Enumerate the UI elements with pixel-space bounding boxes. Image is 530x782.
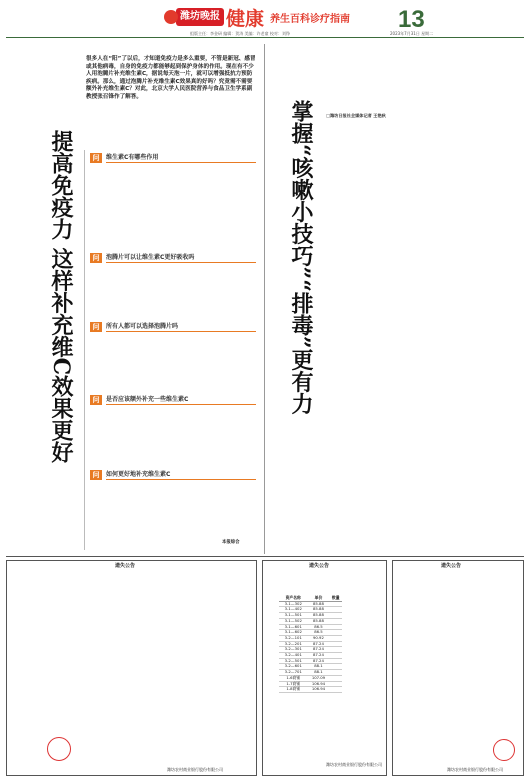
table-row — [279, 687, 342, 693]
notice-body-text — [461, 570, 523, 766]
table-cell: 87.24 — [307, 647, 329, 653]
table-cell: 3-2—501 — [279, 658, 307, 664]
article-body-text — [326, 123, 416, 543]
section-underline — [106, 162, 256, 163]
notice-body-text — [9, 570, 91, 766]
table-cell: 3-1—302 — [279, 601, 307, 607]
section-heading — [90, 253, 258, 263]
masthead-name: 潍坊晚报 — [180, 11, 220, 22]
table-cell: 88.1 — [307, 664, 329, 670]
masthead — [0, 0, 530, 36]
logo-circle-icon — [164, 10, 178, 24]
left-article-headline: 提高免疫力 这样补充维C效果更好 — [48, 130, 74, 464]
section-heading — [90, 470, 258, 480]
question-tag: 问 — [90, 322, 102, 332]
article-lead: 很多人在“阳”了以后，才知道免疫力是多么重要，不管是新冠、感冒或其他病毒，自身的免疫力都能够起到保护身体的作用。现在有不少人用泡腾片补充维生素C，据说每天泡一片，就可以增强抵抗力预防疾病。那么，通过泡腾片补充维生素C效果真的好吗？究竟需不需要额外补充维生素C？对此，北京大学人民医院营养与食品卫生学系副教授张召锋作了解答。 — [86, 56, 256, 100]
issue-date: 2023年7月31日 星期二 — [390, 31, 434, 36]
notice-body-text — [177, 570, 255, 766]
article-source: 本报综合 — [222, 540, 240, 545]
table-cell: 3-2—201 — [279, 641, 307, 647]
table-cell: 85.88 — [307, 601, 329, 607]
notice-company: 潍坊农村商业银行股份有限公司 — [447, 767, 503, 772]
question-tag: 问 — [90, 253, 102, 263]
article-body-text — [90, 268, 258, 318]
table-cell: 1-8商铺 — [279, 687, 307, 693]
table-cell: 87.24 — [307, 653, 329, 659]
table-cell: 3-2—601 — [279, 664, 307, 670]
table-cell: 106.94 — [307, 687, 329, 693]
table-cell: 3-2—701 — [279, 670, 307, 676]
section-heading — [90, 153, 258, 163]
section-heading-text: 所有人都可以选择泡腾片吗 — [106, 323, 179, 330]
section-heading-text: 泡腾片可以让维生素C更好吸收吗 — [106, 254, 195, 261]
table-cell: 90.92 — [307, 635, 329, 641]
section-underline — [106, 479, 256, 480]
article-body-text — [90, 167, 258, 251]
notice-title: 遗失公告 — [115, 563, 136, 569]
table-cell: 3-1—402 — [279, 607, 307, 613]
notice-body-text — [95, 570, 173, 766]
table-cell: 3-2—301 — [279, 647, 307, 653]
article-body-text — [90, 337, 258, 393]
notice-body-text — [395, 570, 457, 766]
table-cell: 1-7商铺 — [279, 681, 307, 687]
table-header: 数量 — [329, 596, 342, 601]
table-cell: 85.88 — [307, 618, 329, 624]
notice-body-text — [265, 570, 385, 596]
newspaper-logo — [176, 8, 224, 26]
section-underline — [106, 404, 256, 405]
section-subtitle: 养生百科诊疗指南 — [270, 14, 350, 25]
ad-notice-box — [392, 560, 524, 776]
notice-company: 潍坊农村商业银行股份有限公司 — [326, 762, 382, 767]
table-cell: 86.5 — [307, 624, 329, 630]
table-cell: 87.24 — [307, 641, 329, 647]
notice-title: 遗失公告 — [309, 563, 330, 569]
editor-credits: 组版主任：李金研 编辑：贺涛 美编：许老童 校对：刘铮 — [190, 31, 290, 36]
section-heading-text: 是否应该额外补充一些维生素C — [106, 396, 189, 403]
column-divider — [264, 44, 265, 554]
section-title: 健康 — [226, 8, 265, 30]
table-cell — [329, 687, 342, 693]
section-heading-text: 维生素C有哪些作用 — [106, 154, 159, 161]
table-cell: 86.5 — [307, 630, 329, 636]
company-seal — [493, 739, 515, 761]
table-cell: 85.88 — [307, 607, 329, 613]
article-byline: □潍坊日报社全媒体记者 王艳秋 — [326, 113, 386, 118]
table-cell: 107.09 — [307, 675, 329, 681]
question-tag: 问 — [90, 153, 102, 163]
ads-divider — [6, 556, 524, 557]
section-heading — [90, 322, 258, 332]
table-cell: 106.94 — [307, 681, 329, 687]
notice-title: 遗失公告 — [441, 563, 462, 569]
table-cell: 3-1—502 — [279, 618, 307, 624]
question-tag: 问 — [90, 470, 102, 480]
section-underline — [106, 262, 256, 263]
article-body-text — [424, 123, 516, 543]
column-divider — [84, 150, 85, 550]
table-cell: 3-1—602 — [279, 630, 307, 636]
section-heading — [90, 395, 258, 405]
table-cell: 3-1—601 — [279, 624, 307, 630]
article-body-text — [90, 484, 258, 542]
asset-price-table — [279, 596, 342, 693]
table-cell: 85.88 — [307, 613, 329, 619]
table-header: 单价 — [307, 596, 329, 601]
article-body-text — [90, 410, 258, 470]
notice-body-text — [345, 601, 385, 751]
question-tag: 问 — [90, 395, 102, 405]
table-cell: 87.24 — [307, 658, 329, 664]
company-seal — [47, 737, 71, 761]
header-divider — [6, 37, 524, 38]
table-cell: 3-2—401 — [279, 653, 307, 659]
ad-notice-box — [6, 560, 257, 776]
section-underline — [106, 331, 256, 332]
table-cell: 3-2—101 — [279, 635, 307, 641]
section-heading-text: 如何更好地补充维生素C — [106, 471, 171, 478]
page-number: 13 — [398, 6, 425, 33]
right-article-headline: 掌握“咳嗽小技巧”“排毒”更有力 — [288, 100, 314, 415]
table-cell: 1-6商铺 — [279, 675, 307, 681]
table-header: 资产名称 — [279, 596, 307, 601]
notice-company: 潍坊农村商业银行股份有限公司 — [167, 767, 223, 772]
table-cell: 3-1—501 — [279, 613, 307, 619]
table-cell: 88.1 — [307, 670, 329, 676]
